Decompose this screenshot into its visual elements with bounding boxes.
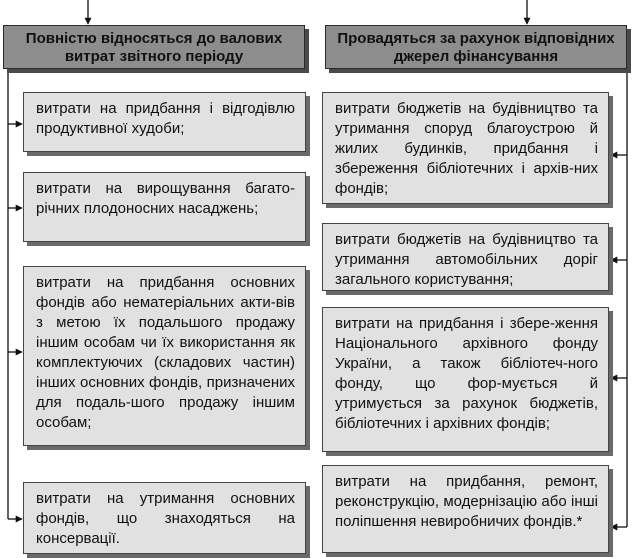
right-item-box: витрати бюджетів на будівництво та утримання автомобільних доріг загального користування;: [322, 223, 609, 291]
right-item-box: витрати бюджетів на будівництво та утримання споруд благоустрою й жилих будинків, придбання і збереження бібліотечних і архів-них фондів;: [322, 92, 609, 204]
left-item-box: витрати на утримання основних фондів, що знаходяться на консервації.: [23, 482, 306, 554]
left-column-header: Повністю відносяться до валових витрат звітного періоду: [3, 25, 305, 69]
right-item-box: витрати на придбання і збере-ження Національного архівного фонду України, а також бібліотеч-ного фонду, що фор-мується й утримується за рахунок бюджетів, бібліотечних і архівних фондів;: [322, 307, 609, 452]
left-item-box: витрати на придбання і відгодівлю продуктивної худоби;: [23, 92, 306, 152]
left-item-box: витрати на вирощування багато-річних плодоносних насаджень;: [23, 172, 306, 242]
right-column-header: Провадяться за рахунок відповідних джерел фінансування: [325, 25, 627, 69]
right-item-box: витрати на придбання, ремонт, реконструкцію, модернізацію або інші поліпшення невиробничих фондів.*: [322, 465, 609, 553]
left-item-box: витрати на придбання основних фондів або нематеріальних акти-вів з метою їх подальшого продажу іншим особам чи їх використання як комплектуючих (складових частин) інших основних фондів, призначених для подаль-шого продажу іншим особам;: [23, 266, 306, 446]
